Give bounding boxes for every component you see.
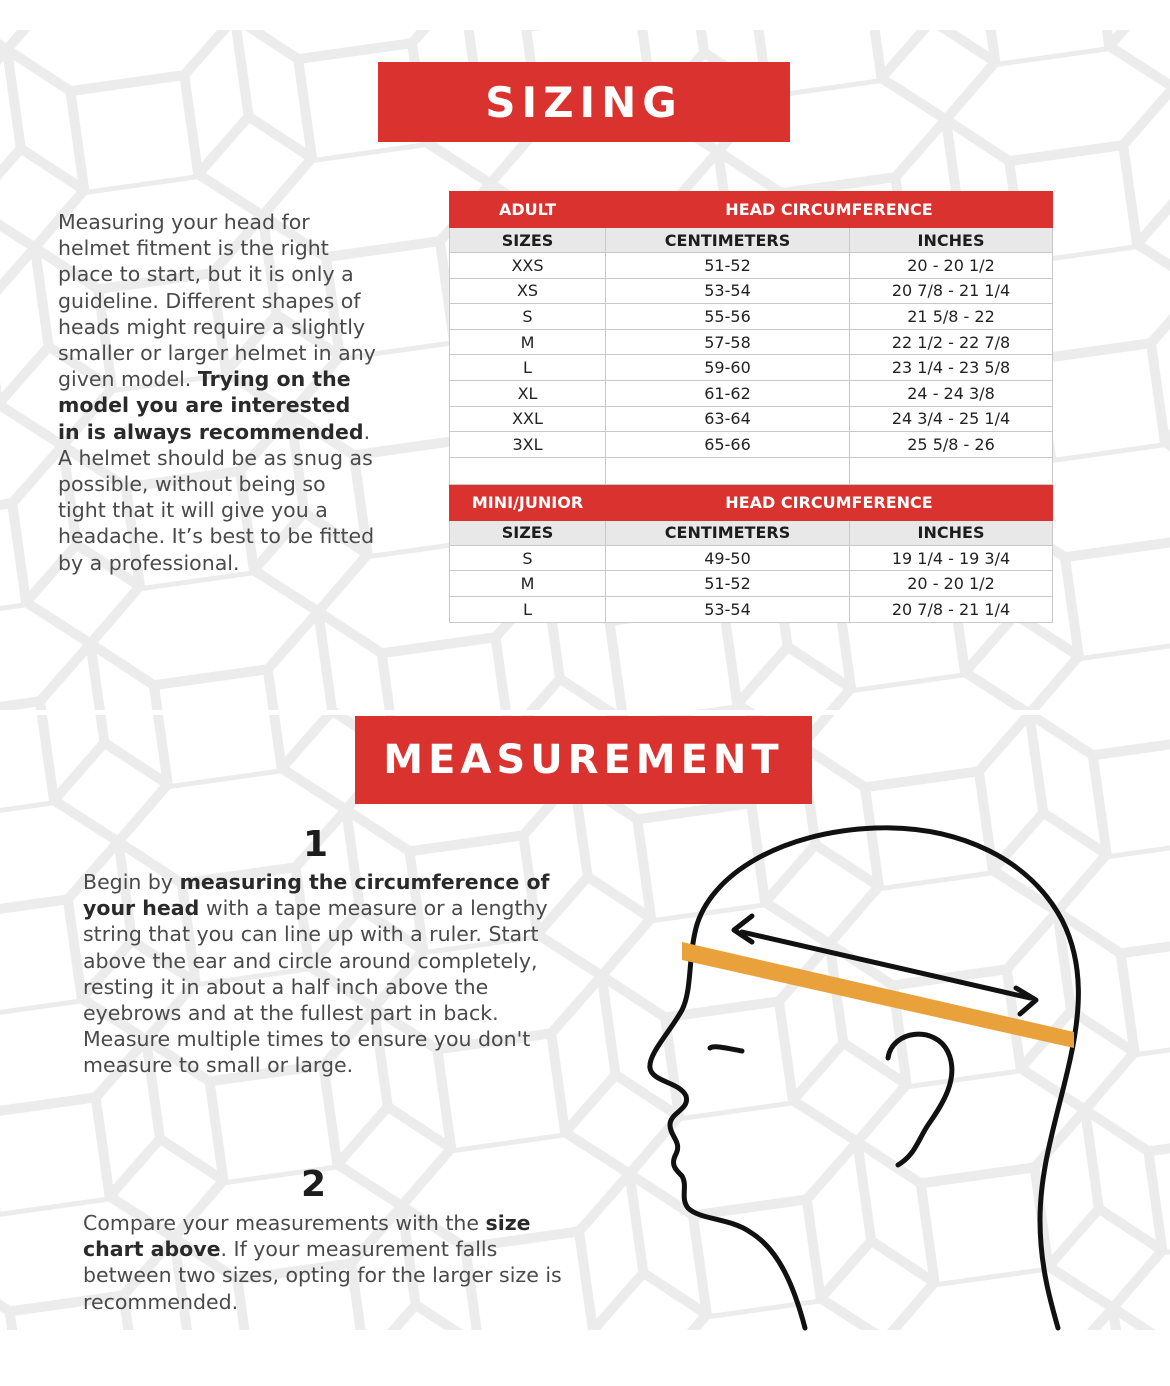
size-cell: L: [450, 355, 606, 381]
junior-col-centimeters: CENTIMETERS: [606, 520, 850, 545]
inches-cell: 25 5/8 - 26: [850, 432, 1053, 458]
table-row: [450, 380, 1053, 406]
sizing-title: SIZING: [485, 77, 683, 127]
step-1-text-pre: Begin by: [83, 870, 180, 894]
inches-cell: 20 7/8 - 21 1/4: [850, 596, 1053, 622]
table-row: [450, 406, 1053, 432]
size-cell: 3XL: [450, 432, 606, 458]
step-1-text: [83, 869, 573, 1079]
table-row: [450, 571, 1053, 597]
table-row: [450, 596, 1053, 622]
adult-col-sizes: SIZES: [450, 228, 606, 253]
step-2-text-pre: Compare your measurements with the: [83, 1211, 486, 1235]
cm-cell: 59-60: [606, 355, 850, 381]
junior-col-inches: INCHES: [850, 520, 1053, 545]
step-2-number: 2: [301, 1164, 327, 1205]
table-row: [450, 329, 1053, 355]
cm-cell: 53-54: [606, 278, 850, 304]
inches-cell: 20 7/8 - 21 1/4: [850, 278, 1053, 304]
table-row: [450, 432, 1053, 458]
step-1-text-post: with a tape measure or a lengthy string that you can line up with a ruler. Start above the ear and circle around completely, resting it in about a half inch above the eyebrows and at the fullest part in back. Measure multiple times to ensure you don't measure to small or large.: [83, 896, 548, 1078]
cm-cell: 63-64: [606, 406, 850, 432]
size-cell: S: [450, 304, 606, 330]
inches-cell: 20 - 20 1/2: [850, 571, 1053, 597]
intro-text-2: . A helmet should be as snug as possible, without being so tight that it will give you a headache. It’s best to be fitted by a professional.: [58, 419, 375, 575]
table-row: [450, 278, 1053, 304]
junior-col-sizes: SIZES: [450, 520, 606, 545]
table-spacer-row: [450, 457, 1053, 484]
cm-cell: 53-54: [606, 596, 850, 622]
cm-cell: 57-58: [606, 329, 850, 355]
step-2-text: [83, 1210, 573, 1315]
junior-label: MINI/JUNIOR: [450, 484, 606, 520]
head-profile-icon: [630, 820, 1110, 1340]
measurement-banner: [355, 716, 812, 804]
size-cell: XS: [450, 278, 606, 304]
size-cell: M: [450, 329, 606, 355]
size-cell: XL: [450, 380, 606, 406]
cm-cell: 65-66: [606, 432, 850, 458]
adult-col-inches: INCHES: [850, 228, 1053, 253]
table-row: [450, 304, 1053, 330]
size-cell: L: [450, 596, 606, 622]
intro-text-1: Measuring your head for helmet fitment is the right place to start, but it is only a guideline. Different shapes of heads might require a slightly smaller or larger helmet in any given model.: [58, 210, 376, 392]
step-1-number: 1: [303, 824, 329, 865]
intro-text-bold: Trying on the model you are interested in is always recommended: [58, 367, 364, 444]
table-row: [450, 253, 1053, 279]
size-cell: M: [450, 571, 606, 597]
inches-cell: 21 5/8 - 22: [850, 304, 1053, 330]
cm-cell: 51-52: [606, 571, 850, 597]
inches-cell: 23 1/4 - 23 5/8: [850, 355, 1053, 381]
intro-paragraph: [58, 209, 378, 576]
size-cell: XXL: [450, 406, 606, 432]
adult-col-centimeters: CENTIMETERS: [606, 228, 850, 253]
size-cell: S: [450, 545, 606, 571]
inches-cell: 24 3/4 - 25 1/4: [850, 406, 1053, 432]
table-row: [450, 355, 1053, 381]
inches-cell: 20 - 20 1/2: [850, 253, 1053, 279]
junior-head-circumference-header: HEAD CIRCUMFERENCE: [606, 484, 1053, 520]
adult-column-header-row: [450, 228, 1053, 253]
cm-cell: 61-62: [606, 380, 850, 406]
junior-column-header-row: [450, 520, 1053, 545]
cm-cell: 55-56: [606, 304, 850, 330]
adult-head-circumference-header: HEAD CIRCUMFERENCE: [606, 192, 1053, 228]
step-2-text-bold: size chart above: [83, 1211, 531, 1262]
inches-cell: 19 1/4 - 19 3/4: [850, 545, 1053, 571]
inches-cell: 22 1/2 - 22 7/8: [850, 329, 1053, 355]
table-row: [450, 545, 1053, 571]
inches-cell: 24 - 24 3/8: [850, 380, 1053, 406]
sizing-banner: [378, 62, 790, 142]
measurement-title: MEASUREMENT: [383, 737, 784, 783]
junior-header-row: [450, 484, 1053, 520]
cm-cell: 51-52: [606, 253, 850, 279]
adult-label: ADULT: [450, 192, 606, 228]
step-1-text-bold: measuring the circumference of your head: [83, 870, 550, 921]
step-2-text-post: . If your measurement falls between two sizes, opting for the larger size is recommended.: [83, 1237, 562, 1314]
adult-header-row: [450, 192, 1053, 228]
size-cell: XXS: [450, 253, 606, 279]
size-chart-table: [449, 191, 1053, 623]
cm-cell: 49-50: [606, 545, 850, 571]
